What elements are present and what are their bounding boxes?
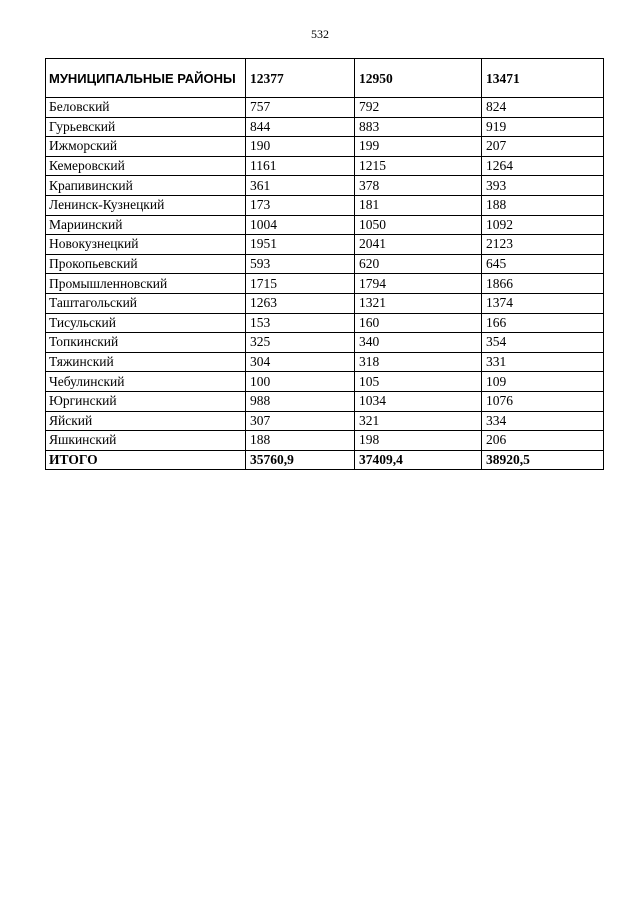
value-cell: 1050 (355, 215, 482, 235)
value-cell: 378 (355, 176, 482, 196)
table-header-row (46, 59, 604, 98)
table-row (46, 137, 604, 157)
value-cell: 919 (482, 117, 604, 137)
value-cell: 757 (246, 98, 355, 118)
value-cell: 1263 (246, 293, 355, 313)
table-row (46, 274, 604, 294)
table-row (46, 254, 604, 274)
value-cell: 393 (482, 176, 604, 196)
district-name-cell: Ижморский (46, 137, 246, 157)
value-cell: 109 (482, 372, 604, 392)
value-cell: 2041 (355, 235, 482, 255)
district-name-cell: Прокопьевский (46, 254, 246, 274)
total-value-cell: 37409,4 (355, 450, 482, 470)
total-label-cell: ИТОГО (46, 450, 246, 470)
district-name-cell: Мариинский (46, 215, 246, 235)
table-row (46, 372, 604, 392)
value-cell: 1076 (482, 391, 604, 411)
district-name-cell: Топкинский (46, 333, 246, 353)
district-name-cell: Тяжинский (46, 352, 246, 372)
header-col-2: 12950 (355, 59, 482, 98)
district-name-cell: Крапивинский (46, 176, 246, 196)
table-row (46, 98, 604, 118)
value-cell: 181 (355, 195, 482, 215)
municipal-districts-table (45, 58, 604, 470)
value-cell: 304 (246, 352, 355, 372)
district-name-cell: Новокузнецкий (46, 235, 246, 255)
value-cell: 354 (482, 333, 604, 353)
value-cell: 173 (246, 195, 355, 215)
table-row (46, 352, 604, 372)
value-cell: 1866 (482, 274, 604, 294)
district-name-cell: Гурьевский (46, 117, 246, 137)
value-cell: 883 (355, 117, 482, 137)
table-row (46, 333, 604, 353)
table-row (46, 411, 604, 431)
table-row (46, 176, 604, 196)
page-number: 532 (311, 27, 329, 41)
district-name-cell: Кемеровский (46, 156, 246, 176)
value-cell: 1215 (355, 156, 482, 176)
value-cell: 190 (246, 137, 355, 157)
table-row (46, 117, 604, 137)
value-cell: 153 (246, 313, 355, 333)
value-cell: 331 (482, 352, 604, 372)
value-cell: 199 (355, 137, 482, 157)
value-cell: 1034 (355, 391, 482, 411)
value-cell: 307 (246, 411, 355, 431)
value-cell: 824 (482, 98, 604, 118)
table-row (46, 313, 604, 333)
table-row (46, 195, 604, 215)
value-cell: 645 (482, 254, 604, 274)
table-row (46, 235, 604, 255)
header-col-3: 13471 (482, 59, 604, 98)
table-row (46, 215, 604, 235)
district-name-cell: Яйский (46, 411, 246, 431)
value-cell: 321 (355, 411, 482, 431)
value-cell: 318 (355, 352, 482, 372)
value-cell: 792 (355, 98, 482, 118)
value-cell: 334 (482, 411, 604, 431)
total-row (46, 450, 604, 470)
value-cell: 2123 (482, 235, 604, 255)
district-name-cell: Промышленновский (46, 274, 246, 294)
header-col-1: 12377 (246, 59, 355, 98)
district-name-cell: Яшкинский (46, 431, 246, 451)
value-cell: 361 (246, 176, 355, 196)
total-value-cell: 38920,5 (482, 450, 604, 470)
value-cell: 1004 (246, 215, 355, 235)
district-name-cell: Ленинск-Кузнецкий (46, 195, 246, 215)
value-cell: 593 (246, 254, 355, 274)
value-cell: 207 (482, 137, 604, 157)
value-cell: 340 (355, 333, 482, 353)
value-cell: 844 (246, 117, 355, 137)
value-cell: 988 (246, 391, 355, 411)
value-cell: 198 (355, 431, 482, 451)
table-row (46, 391, 604, 411)
district-name-cell: Беловский (46, 98, 246, 118)
value-cell: 325 (246, 333, 355, 353)
table-row (46, 431, 604, 451)
value-cell: 1161 (246, 156, 355, 176)
value-cell: 1321 (355, 293, 482, 313)
value-cell: 105 (355, 372, 482, 392)
value-cell: 166 (482, 313, 604, 333)
table-row (46, 156, 604, 176)
district-name-cell: Таштагольский (46, 293, 246, 313)
value-cell: 188 (246, 431, 355, 451)
value-cell: 620 (355, 254, 482, 274)
table-body (46, 98, 604, 470)
value-cell: 1092 (482, 215, 604, 235)
district-name-cell: Юргинский (46, 391, 246, 411)
value-cell: 206 (482, 431, 604, 451)
value-cell: 1715 (246, 274, 355, 294)
district-name-cell: Чебулинский (46, 372, 246, 392)
value-cell: 100 (246, 372, 355, 392)
district-name-cell: Тисульский (46, 313, 246, 333)
value-cell: 1794 (355, 274, 482, 294)
value-cell: 160 (355, 313, 482, 333)
header-districts: МУНИЦИПАЛЬНЫЕ РАЙОНЫ (46, 59, 246, 98)
value-cell: 1951 (246, 235, 355, 255)
value-cell: 1374 (482, 293, 604, 313)
value-cell: 1264 (482, 156, 604, 176)
total-value-cell: 35760,9 (246, 450, 355, 470)
table-row (46, 293, 604, 313)
value-cell: 188 (482, 195, 604, 215)
